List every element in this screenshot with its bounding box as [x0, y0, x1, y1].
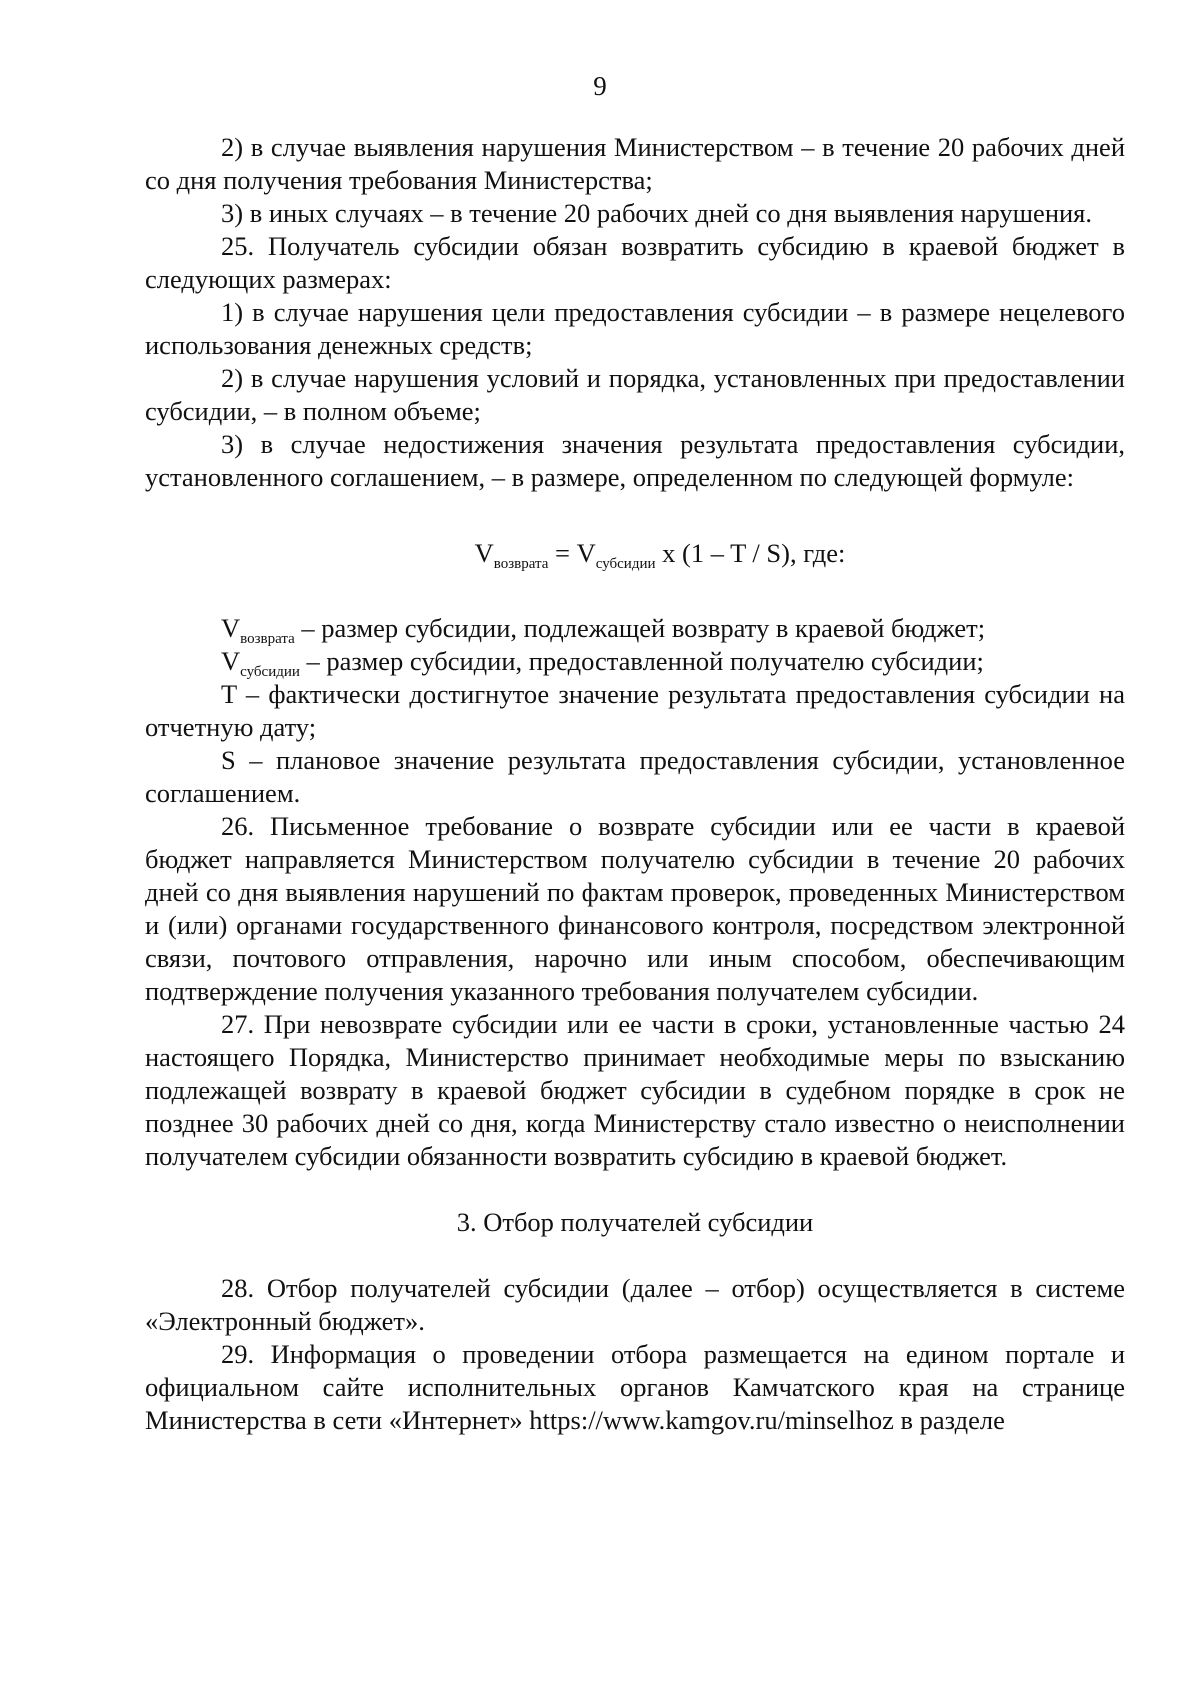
formula-v-subsidy: V	[576, 538, 596, 568]
formula-rest: x (1 – T / S), где:	[655, 538, 846, 568]
formula-equals: =	[548, 538, 577, 568]
definition-text: – размер субсидии, подлежащей возврату в краевой бюджет;	[294, 613, 986, 643]
definition-variable: V	[221, 646, 241, 676]
definition-v-subsidy	[145, 645, 1125, 678]
formula-sub-return: возврата	[493, 556, 549, 572]
item-25-3: 3) в случае недостижения значения результата предоставления субсидии, установленного соглашением, – в размере, определенном по следующей формуле:	[145, 429, 1125, 492]
paragraph-25: 25. Получатель субсидии обязан возвратить субсидию в краевой бюджет в следующих размерах:	[145, 231, 1125, 294]
item-25-1: 1) в случае нарушения цели предоставления субсидии – в размере нецелевого использования денежных средств;	[145, 297, 1125, 360]
definition-t: T – фактически достигнутое значение результата предоставления субсидии на отчетную дату;	[145, 679, 1125, 742]
section-heading: 3. Отбор получателей субсидии	[456, 1207, 814, 1237]
definition-s: S – плановое значение результата предоставления субсидии, установленное соглашением.	[145, 745, 1125, 808]
document-body	[145, 131, 1125, 1437]
definition-variable: V	[221, 613, 241, 643]
paragraph-29: 29. Информация о проведении отбора размещается на едином портале и официальном сайте исполнительных органов Камчатского края на странице Министерства в сети «Интернет» https://www.kamgov.ru/minselhoz в разделе	[145, 1339, 1125, 1435]
return-formula	[145, 537, 1125, 570]
item-24-3: 3) в иных случаях – в течение 20 рабочих дней со дня выявления нарушения.	[221, 198, 1092, 228]
definition-v-return	[145, 612, 1125, 645]
formula-v-return: V	[474, 538, 494, 568]
page-number: 9	[593, 71, 607, 101]
paragraph-28: 28. Отбор получателей субсидии (далее – отбор) осуществляется в системе «Электронный бюджет».	[145, 1273, 1125, 1336]
formula-sub-subsidy: субсидии	[595, 556, 656, 572]
item-25-2: 2) в случае нарушения условий и порядка, установленных при предоставлении субсидии, – в полном объеме;	[145, 363, 1125, 426]
definition-subscript: возврата	[240, 631, 295, 647]
paragraph-26: 26. Письменное требование о возврате субсидии или ее части в краевой бюджет направляется Министерством получателю субсидии в течение 20 рабочих дней со дня выявления нарушений по фактам проверок, проведенных Министерством и (или) органами государственного финансового контроля, посредством электронной связи, почтового отправления, нарочно или иным способом, обеспечивающим подтверждение получения указанного требования получателем субсидии.	[145, 811, 1125, 1006]
definition-subscript: субсидии	[240, 664, 300, 680]
definition-text: – размер субсидии, предоставленной получателю субсидии;	[299, 646, 984, 676]
item-24-2: 2) в случае выявления нарушения Министерством – в течение 20 рабочих дней со дня получения требования Министерства;	[145, 132, 1125, 195]
paragraph-27: 27. При невозврате субсидии или ее части в сроки, установленные частью 24 настоящего Порядка, Министерство принимает необходимые меры по взысканию подлежащей возврату в краевой бюджет субсидии в судебном порядке в срок не позднее 30 рабочих дней со дня, когда Министерству стало известно о неисполнении получателем субсидии обязанности возвратить субсидию в краевой бюджет.	[145, 1009, 1125, 1171]
